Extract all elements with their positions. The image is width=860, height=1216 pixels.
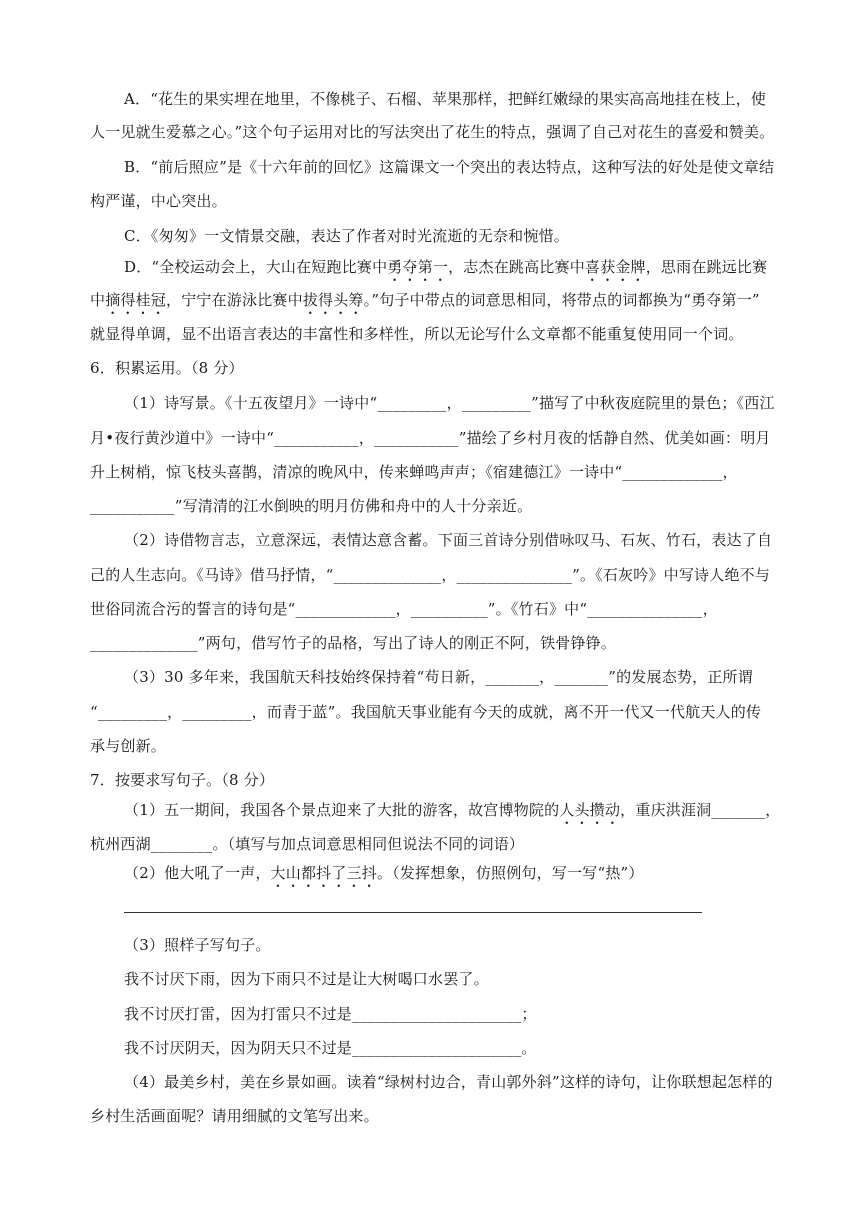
question-7-title: 7．按要求写句子。（8 分）: [90, 771, 275, 789]
q7-part4-line-2: 乡村生活画面呢？请用细腻的文笔写出来。: [90, 1107, 379, 1125]
text-segment: D．“全校运动会上，大山在短跑比赛中: [124, 258, 388, 276]
q7-part4-line-1: （4）最美乡村，美在乡景如画。读着“绿树村边合，青山郭外斜”这样的诗句，让你联想起怎样的: [124, 1073, 773, 1091]
q6-part3-line-3: 承与创新。: [90, 737, 167, 755]
option-b-line-1: B．“前后照应”是《十六年前的回忆》这篇课文一个突出的表达特点，这种写法的好处是使文章结: [124, 158, 775, 176]
q6-part3-line-2: “_________，_________，而青于蓝”。我国航天事业能有今天的成就，离不开一代又一代航天人的传: [90, 703, 762, 721]
q7-part1-line-1: [124, 800, 814, 828]
option-d-line-3: 就显得单调，显不出语言表达的丰富性和多样性，所以无论写什么文章都不能重复使用同一个词。: [90, 325, 744, 343]
option-d-line-2: [90, 290, 780, 318]
q7-part3-sentence-2: 我不讨厌阴天，因为阴天只不过是______________________。: [124, 1039, 537, 1057]
text-segment: 。（发挥想象，仿照例句，写一写“热”）: [376, 864, 644, 882]
text-segment: ，志杰在跳高比赛中: [448, 258, 585, 276]
text-segment: （2）他大吼了一声，: [124, 864, 271, 882]
emphasized-word: 勇夺第一: [387, 258, 449, 276]
option-a-line-1: A．“花生的果实埋在地里，不像桃子、石榴、苹果那样，把鲜红嫩绿的果实高高地挂在枝上，使: [124, 90, 767, 108]
text-segment: （1）五一期间，我国各个景点迎来了大批的游客，故宫博物院的: [124, 801, 560, 819]
text-segment: 中: [90, 291, 106, 309]
option-d-line-1: [124, 257, 814, 285]
emphasized-word: 拔得头筹: [302, 291, 364, 309]
q7-part2-line-1: [124, 863, 814, 891]
emphasized-word: 大山都抖了三抖: [270, 864, 377, 882]
text-segment: ，重庆洪涯洞_______，: [620, 801, 781, 819]
text-segment: 。”句子中带点的词意思相同，将带点的词都换为“勇夺第一”: [363, 291, 760, 309]
q7-part3-sentence-1: 我不讨厌打雷，因为打雷只不过是______________________；: [124, 1005, 537, 1023]
emphasized-word: 摘得桂冠: [105, 291, 167, 309]
text-segment: ，思雨在跳远比赛: [645, 258, 768, 276]
q6-part1-line-2: 月•夜行黄沙道中》一诗中“___________，___________”描绘了乡村月夜的恬静自然、优美如画：明月: [90, 429, 771, 447]
option-a-line-2: 人一见就生爱慕之心。”这个句子运用对比的写法突出了花生的特点，强调了自己对花生的喜爱和赞美。: [90, 123, 775, 141]
q6-part2-line-4: ______________”两句，借写竹子的品格，写出了诗人的刚正不阿，铁骨铮铮。: [90, 634, 617, 652]
emphasized-word: 喜获金牌: [584, 258, 646, 276]
q7-part3-example: 我不讨厌下雨，因为下雨只不过是让大树喝口水罢了。: [124, 970, 489, 988]
q6-part2-line-3: 世俗同流合污的誓言的诗句是“_____________，__________”。《竹石》中“_______________，: [90, 600, 718, 618]
q6-part1-line-4: ___________”写清清的江水倒映的明月仿佛和舟中的人十分亲近。: [90, 497, 533, 515]
question-6-title: 6．积累运用。（8 分）: [90, 359, 244, 377]
emphasized-word: 人头攒动: [559, 801, 621, 819]
q6-part1-line-1: （1）诗写景。《十五夜望月》一诗中“_________，_________”描写了中秋夜庭院里的景色；《西江: [124, 394, 775, 412]
q6-part2-line-1: （2）诗借物言志，立意深远，表情达意含蓄。下面三首诗分别借咏叹马、石灰、竹石，表达了自: [124, 531, 773, 549]
answer-blank-line: [124, 912, 702, 913]
q7-part3-title: （3）照样子写句子。: [124, 936, 271, 954]
option-b-line-2: 构严谨，中心突出。: [90, 192, 227, 210]
text-segment: ，宁宁在游泳比赛中: [166, 291, 303, 309]
q6-part2-line-2: 己的人生志向。《马诗》借马抒情，“______________，_______________”。《石灰吟》中写诗人绝不与: [90, 566, 771, 584]
option-c-line-1: C．《匆匆》一文情景交融，表达了作者对时光流逝的无奈和惋惜。: [124, 227, 569, 245]
q7-part1-line-2: 杭州西湖________。（填写与加点词意思相同但说法不同的词语）: [90, 835, 525, 853]
q6-part3-line-1: （3）30 多年来，我国航天科技始终保持着“苟日新，_______，_______”的发展态势，正所谓: [124, 668, 753, 686]
q6-part1-line-3: 升上树梢，惊飞枝头喜鹊，清凉的晚风中，传来蝉鸣声声；《宿建德江》一诗中“_____________，: [90, 463, 738, 481]
